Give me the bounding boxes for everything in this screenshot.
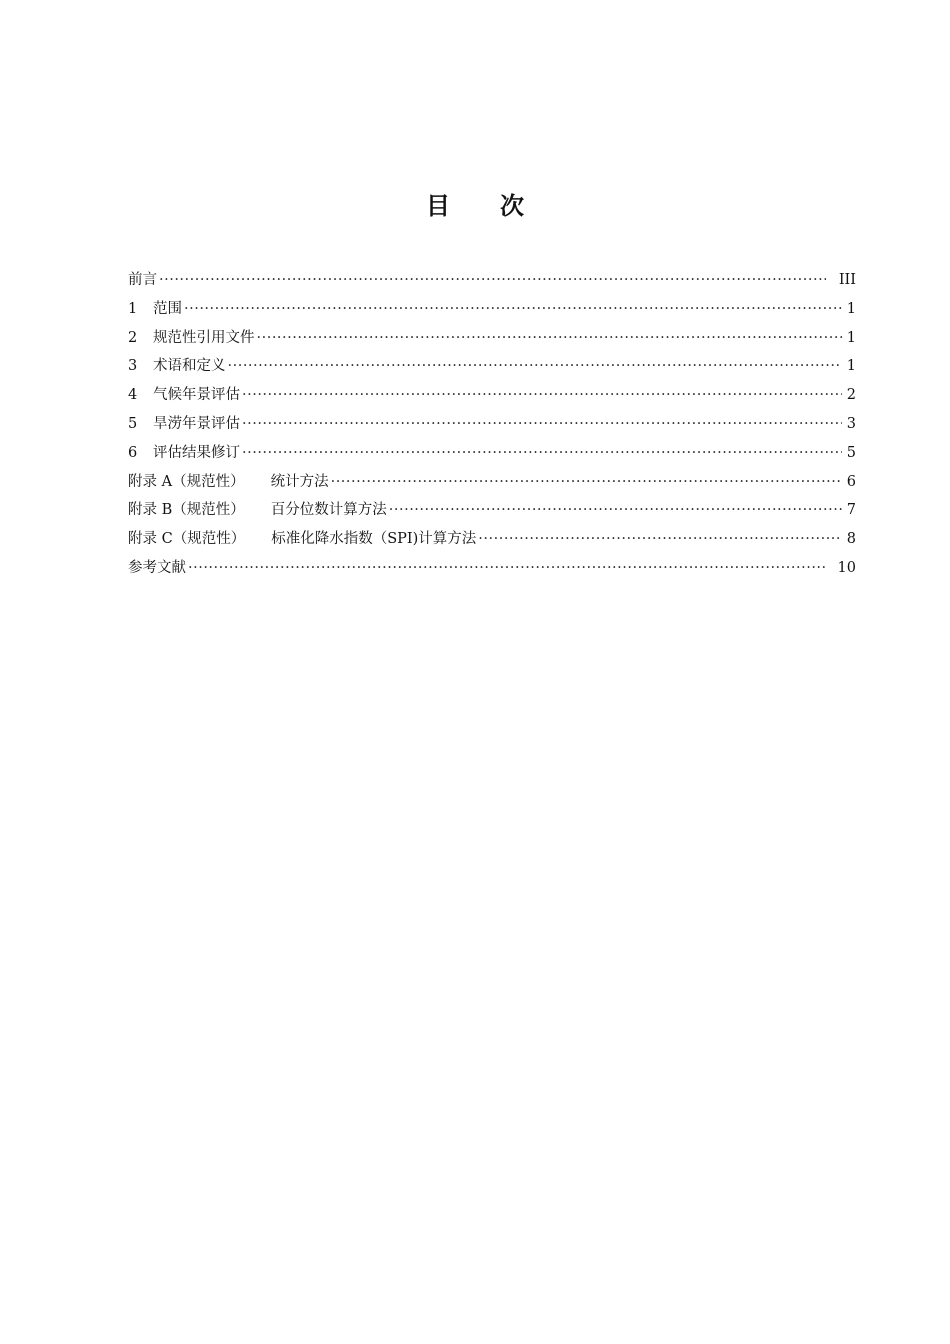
toc-entry-page: 3 — [846, 415, 856, 432]
toc-entry-label: 术语和定义 — [153, 358, 226, 375]
toc-entry-number: 1 — [128, 300, 138, 317]
toc-entry-label: 标准化降水指数（SPI)计算方法 — [271, 531, 477, 548]
toc-entry-page: 6 — [846, 473, 856, 490]
toc-entry-appendix-a[interactable] — [128, 468, 856, 497]
toc-appendix-prefix: 附录 B（规范性） — [128, 502, 245, 519]
toc-leader-dots — [159, 266, 826, 295]
toc-entry-label: 旱涝年景评估 — [153, 415, 240, 432]
toc-entry-bibliography[interactable] — [128, 554, 856, 583]
toc-entry-foreword[interactable] — [128, 266, 856, 295]
toc-leader-dots — [184, 295, 842, 324]
table-of-contents — [128, 266, 856, 583]
toc-entry-label: 气候年景评估 — [153, 387, 240, 404]
toc-leader-dots — [242, 381, 842, 410]
toc-entry-number: 5 — [128, 415, 138, 432]
toc-entry-page: 5 — [846, 444, 856, 461]
toc-entry-number: 2 — [128, 329, 138, 346]
toc-entry-label: 范围 — [153, 300, 182, 317]
toc-entry-normative-references[interactable] — [128, 324, 856, 353]
toc-entry-page: 1 — [846, 300, 856, 317]
toc-entry-label: 评估结果修订 — [153, 444, 240, 461]
toc-entry-terms-definitions[interactable] — [128, 352, 856, 381]
toc-appendix-prefix: 附录 A（规范性） — [128, 473, 245, 490]
toc-entry-scope[interactable] — [128, 295, 856, 324]
toc-entry-climate-assessment[interactable] — [128, 381, 856, 410]
toc-entry-label: 参考文献 — [128, 559, 186, 576]
toc-leader-dots — [242, 439, 842, 468]
toc-entry-drought-flood-assessment[interactable] — [128, 410, 856, 439]
toc-entry-number: 4 — [128, 387, 138, 404]
page-title — [0, 186, 950, 221]
toc-entry-page: 8 — [846, 531, 856, 548]
toc-entry-label: 前言 — [128, 272, 157, 288]
toc-leader-dots — [242, 410, 842, 439]
toc-entry-page: 10 — [837, 559, 856, 576]
toc-leader-dots — [257, 324, 843, 353]
toc-entry-label: 规范性引用文件 — [153, 329, 255, 346]
toc-leader-dots — [188, 554, 826, 583]
title-part-2: 次 — [500, 192, 524, 220]
toc-leader-dots — [331, 468, 842, 497]
toc-entry-page: 1 — [846, 329, 856, 346]
title-part-1: 目 — [426, 192, 450, 220]
toc-entry-number: 3 — [128, 358, 138, 375]
toc-leader-dots — [228, 352, 843, 381]
toc-leader-dots — [389, 496, 842, 525]
toc-entry-page: 2 — [846, 387, 856, 404]
toc-entry-appendix-b[interactable] — [128, 496, 856, 525]
toc-entry-label: 百分位数计算方法 — [270, 502, 387, 519]
toc-entry-page: 7 — [846, 502, 856, 519]
toc-entry-number: 6 — [128, 444, 138, 461]
toc-entry-page: III — [838, 272, 856, 288]
toc-leader-dots — [478, 525, 842, 554]
toc-entry-label: 统计方法 — [270, 473, 329, 490]
toc-appendix-prefix: 附录 C（规范性） — [128, 531, 246, 548]
toc-entry-page: 1 — [846, 358, 856, 375]
toc-entry-appendix-c[interactable] — [128, 525, 856, 554]
toc-entry-result-revision[interactable] — [128, 439, 856, 468]
